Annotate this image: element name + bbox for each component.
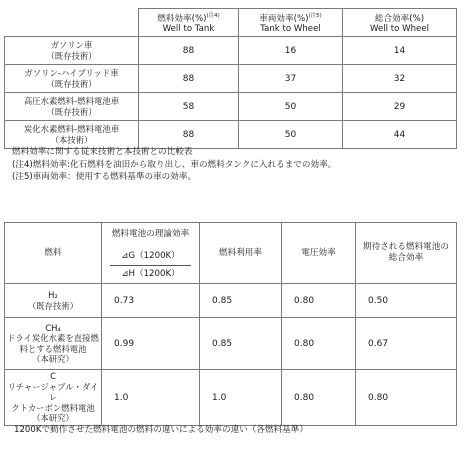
header-expected-efficiency xyxy=(356,223,457,284)
row-label xyxy=(5,121,139,149)
row-name: 炭化水素燃料-燃料電池車 xyxy=(23,124,120,134)
notes-block xyxy=(12,146,336,184)
table-row xyxy=(5,370,457,426)
header-theoretical-efficiency xyxy=(102,223,200,284)
header-sub: Tank to Wheel xyxy=(260,24,321,34)
cell-value: 88 xyxy=(139,65,239,93)
row-line1: H₂ xyxy=(48,290,58,300)
row-label xyxy=(5,370,102,426)
row-label xyxy=(5,284,102,318)
cell-value: 14 xyxy=(343,37,457,65)
ratio-top-text: ⊿G（1200K） xyxy=(121,250,180,261)
row-line4: （本研究） xyxy=(32,413,74,424)
table-row xyxy=(5,37,457,65)
header-line2: 総合効率 xyxy=(388,253,424,263)
row-sub: （既存技術） xyxy=(46,50,97,61)
header-note: (注4) xyxy=(206,12,220,19)
cell-value: 0.85 xyxy=(200,318,282,370)
header-fuel-utilization: 燃料利用率 xyxy=(200,223,282,284)
row-label xyxy=(5,318,102,370)
cell-value: 88 xyxy=(139,37,239,65)
fuel-cell-efficiency-table xyxy=(4,222,457,426)
row-sub: （本技術） xyxy=(50,134,93,145)
row-label xyxy=(5,37,139,65)
header-note: (注5) xyxy=(308,12,322,19)
table-row xyxy=(5,284,457,318)
cell-value: 0.67 xyxy=(356,318,457,370)
table2-caption: 1200Kで動作させた燃料電池の燃料の違いによる効率の違い（各燃料基準） xyxy=(14,425,308,435)
row-sub: （既存技術） xyxy=(46,78,97,89)
header-fuel-efficiency xyxy=(139,9,239,37)
header-line1: 期待される燃料電池の xyxy=(363,242,449,252)
table1-header-row xyxy=(5,9,457,37)
cell-value: 44 xyxy=(343,121,457,149)
row-line1: CH₄ xyxy=(45,322,61,333)
row-label xyxy=(5,65,139,93)
ratio-denominator: ⊿H（1200K） xyxy=(121,268,180,279)
row-name: 高圧水素燃料-燃料電池車 xyxy=(23,96,120,106)
row-line4: （本研究） xyxy=(32,354,74,364)
row-line2: （既存技術） xyxy=(27,300,79,311)
header-label: 車両効率(%) xyxy=(259,13,309,24)
header-sub: Well to Tank xyxy=(162,24,215,34)
cell-value: 0.73 xyxy=(102,284,200,318)
row-name: ガソリン-ハイブリッド車 xyxy=(24,68,119,78)
row-name: ガソリン車 xyxy=(50,40,93,50)
row-label xyxy=(5,93,139,121)
ratio-numerator xyxy=(110,227,191,266)
row-line2: ドライ炭化水素を直接燃 xyxy=(7,333,99,343)
table-row xyxy=(5,318,457,370)
row-line2: リチャージャブル・ダイレ xyxy=(7,381,99,403)
header-vehicle-efficiency xyxy=(239,9,343,37)
cell-value: 29 xyxy=(343,93,457,121)
row-sub: （既存技術） xyxy=(46,106,97,117)
cell-value: 0.80 xyxy=(282,318,356,370)
header-label: 燃料効率(%) xyxy=(157,13,207,24)
cell-value: 0.80 xyxy=(282,370,356,426)
cell-value: 1.0 xyxy=(102,370,200,426)
row-line1: C xyxy=(50,371,56,382)
header-total-efficiency xyxy=(343,9,457,37)
header-label: 総合効率(%) xyxy=(374,13,425,24)
notes-title: 燃料効率に関する従来技術と本技術との比較表 xyxy=(12,147,193,157)
cell-value: 88 xyxy=(139,121,239,149)
row-line3: 料とする燃料電池 xyxy=(19,343,87,354)
cell-value: 32 xyxy=(343,65,457,93)
header-fuel: 燃料 xyxy=(5,223,102,284)
cell-value: 58 xyxy=(139,93,239,121)
cell-value: 1.0 xyxy=(200,370,282,426)
cell-value: 0.99 xyxy=(102,318,200,370)
cell-value: 0.85 xyxy=(200,284,282,318)
table-row xyxy=(5,65,457,93)
fuel-efficiency-table xyxy=(4,8,457,149)
header-voltage-efficiency: 電圧効率 xyxy=(282,223,356,284)
cell-value: 37 xyxy=(239,65,343,93)
table-row xyxy=(5,121,457,149)
note-5: (注5)車両効率：使用する燃料基準の車の効率。 xyxy=(12,172,197,182)
cell-value: 16 xyxy=(239,37,343,65)
cell-value: 0.50 xyxy=(356,284,457,318)
cell-value: 50 xyxy=(239,93,343,121)
cell-value: 50 xyxy=(239,121,343,149)
ratio-title: 燃料電池の理論効率 xyxy=(111,228,190,239)
cell-value: 0.80 xyxy=(282,284,356,318)
note-4: (注4)燃料効率:化石燃料を油田から取り出し、車の燃料タンクに入れるまでの効率。 xyxy=(12,159,337,170)
table2-header-row xyxy=(5,223,457,284)
cell-value: 0.80 xyxy=(356,370,457,426)
table1-corner-cell xyxy=(5,9,139,37)
header-sub: Well to Wheel xyxy=(369,24,430,34)
row-line3: クトカーボン燃料電池 xyxy=(11,402,95,413)
table-row xyxy=(5,93,457,121)
